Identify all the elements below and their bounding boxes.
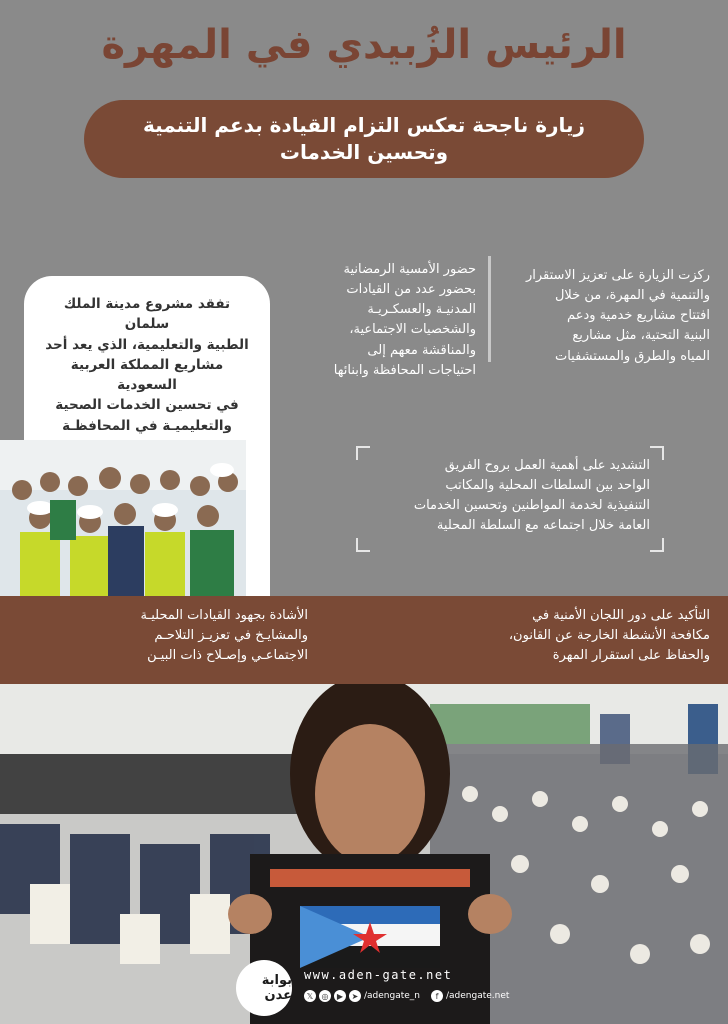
text-line: تفقد مشروع مدينة الملك سلمان [63,296,231,333]
meeting-frame [356,446,664,552]
instagram-icon[interactable]: ◎ [319,990,331,1002]
text-line: والحفاظ على استقرار المهرة [552,648,710,664]
text-line: التشديد على أهمية العمل بروح الفريق [444,458,650,473]
text-line: بحضور عدد من القيادات [346,282,476,298]
text-line: الأشادة بجهود القيادات المحليـة [140,608,308,623]
text-line: المدنيـة والعسكـريـة [367,302,476,318]
text-line: في تحسين الخدمات الصحية [55,397,239,414]
text-line: المياه والطرق والمستشفيات [554,348,710,364]
summary-band [0,596,728,684]
subtitle-banner [84,100,644,178]
telegram-icon[interactable]: ➤ [349,990,361,1002]
text-line: البنية التحتية، مثل مشاريع [572,328,710,344]
text-line: والتنمية في المهرة، من خلال [554,288,710,304]
frame-corner [356,446,370,460]
social-handle-2[interactable]: /adengate.net [446,991,510,1001]
text-line: الطبية والتعليمية، الذي يعد أحد [45,336,249,353]
right-column-divider [488,256,491,362]
footer [230,960,510,1020]
text-line: والتعليميـة في المحافظـة [62,417,232,434]
text-line: حضور الأمسية الرمضانية [343,262,476,277]
subtitle-line-1: زيارة ناجحة تعكس التزام القيادة بدعم التنمية [142,113,586,137]
social-handle-1[interactable]: /adengate_n [364,991,420,1001]
youtube-icon[interactable]: ▶ [334,990,346,1002]
card-text [24,294,270,436]
frame-corner [650,538,664,552]
band-right-text [420,606,710,666]
website-link[interactable]: www.aden-gate.net [304,968,453,982]
text-line: افتتاح مشاريع خدمية ودعم [567,308,710,324]
text-line: الواحد بين السلطات المحلية والمكاتب [445,478,650,494]
subtitle-line-2: وتحسين الخدمات [279,140,449,164]
page-title: الرئيس الزُبيدي في المهرة [101,22,627,68]
right-column-text [498,266,710,367]
flag-graphic [300,906,440,968]
x-icon[interactable]: 𝕏 [304,990,316,1002]
frame-corner [356,538,370,552]
band-left-text [72,606,308,666]
social-links [304,990,514,1002]
middle-column-text [296,260,476,381]
text-line: احتياجات المحافظة وابنائها [333,362,476,378]
text-line: مشاريع المملكة العربية السعودية [70,356,224,393]
text-line: التنفيذية لخدمة المواطنين وتحسين الخدمات [413,498,650,514]
facebook-icon[interactable]: f [431,990,443,1002]
frame-corner [650,446,664,460]
text-line: الاجتماعـي وإصـلاح ذات البيـن [147,648,308,664]
text-line: التأكيد على دور اللجان الأمنية في [532,608,710,623]
text-line: والمشايـخ في تعزيـز التلاحـم [154,628,308,644]
text-line: ركزت الزيارة على تعزيز الاستقرار [525,268,710,283]
brand-logo: بوابة عدن [236,960,292,1016]
text-line: والمناقشة معهم إلى [367,342,476,358]
text-line: والشخصيات الاجتماعية، [349,322,476,338]
text-line: العامة خلال اجتماعه مع السلطة المحلية [436,518,650,534]
text-line: مكافحة الأنشطة الخارجة عن القانون، [508,628,710,644]
frame-text [370,456,650,537]
group-photo [0,440,246,596]
